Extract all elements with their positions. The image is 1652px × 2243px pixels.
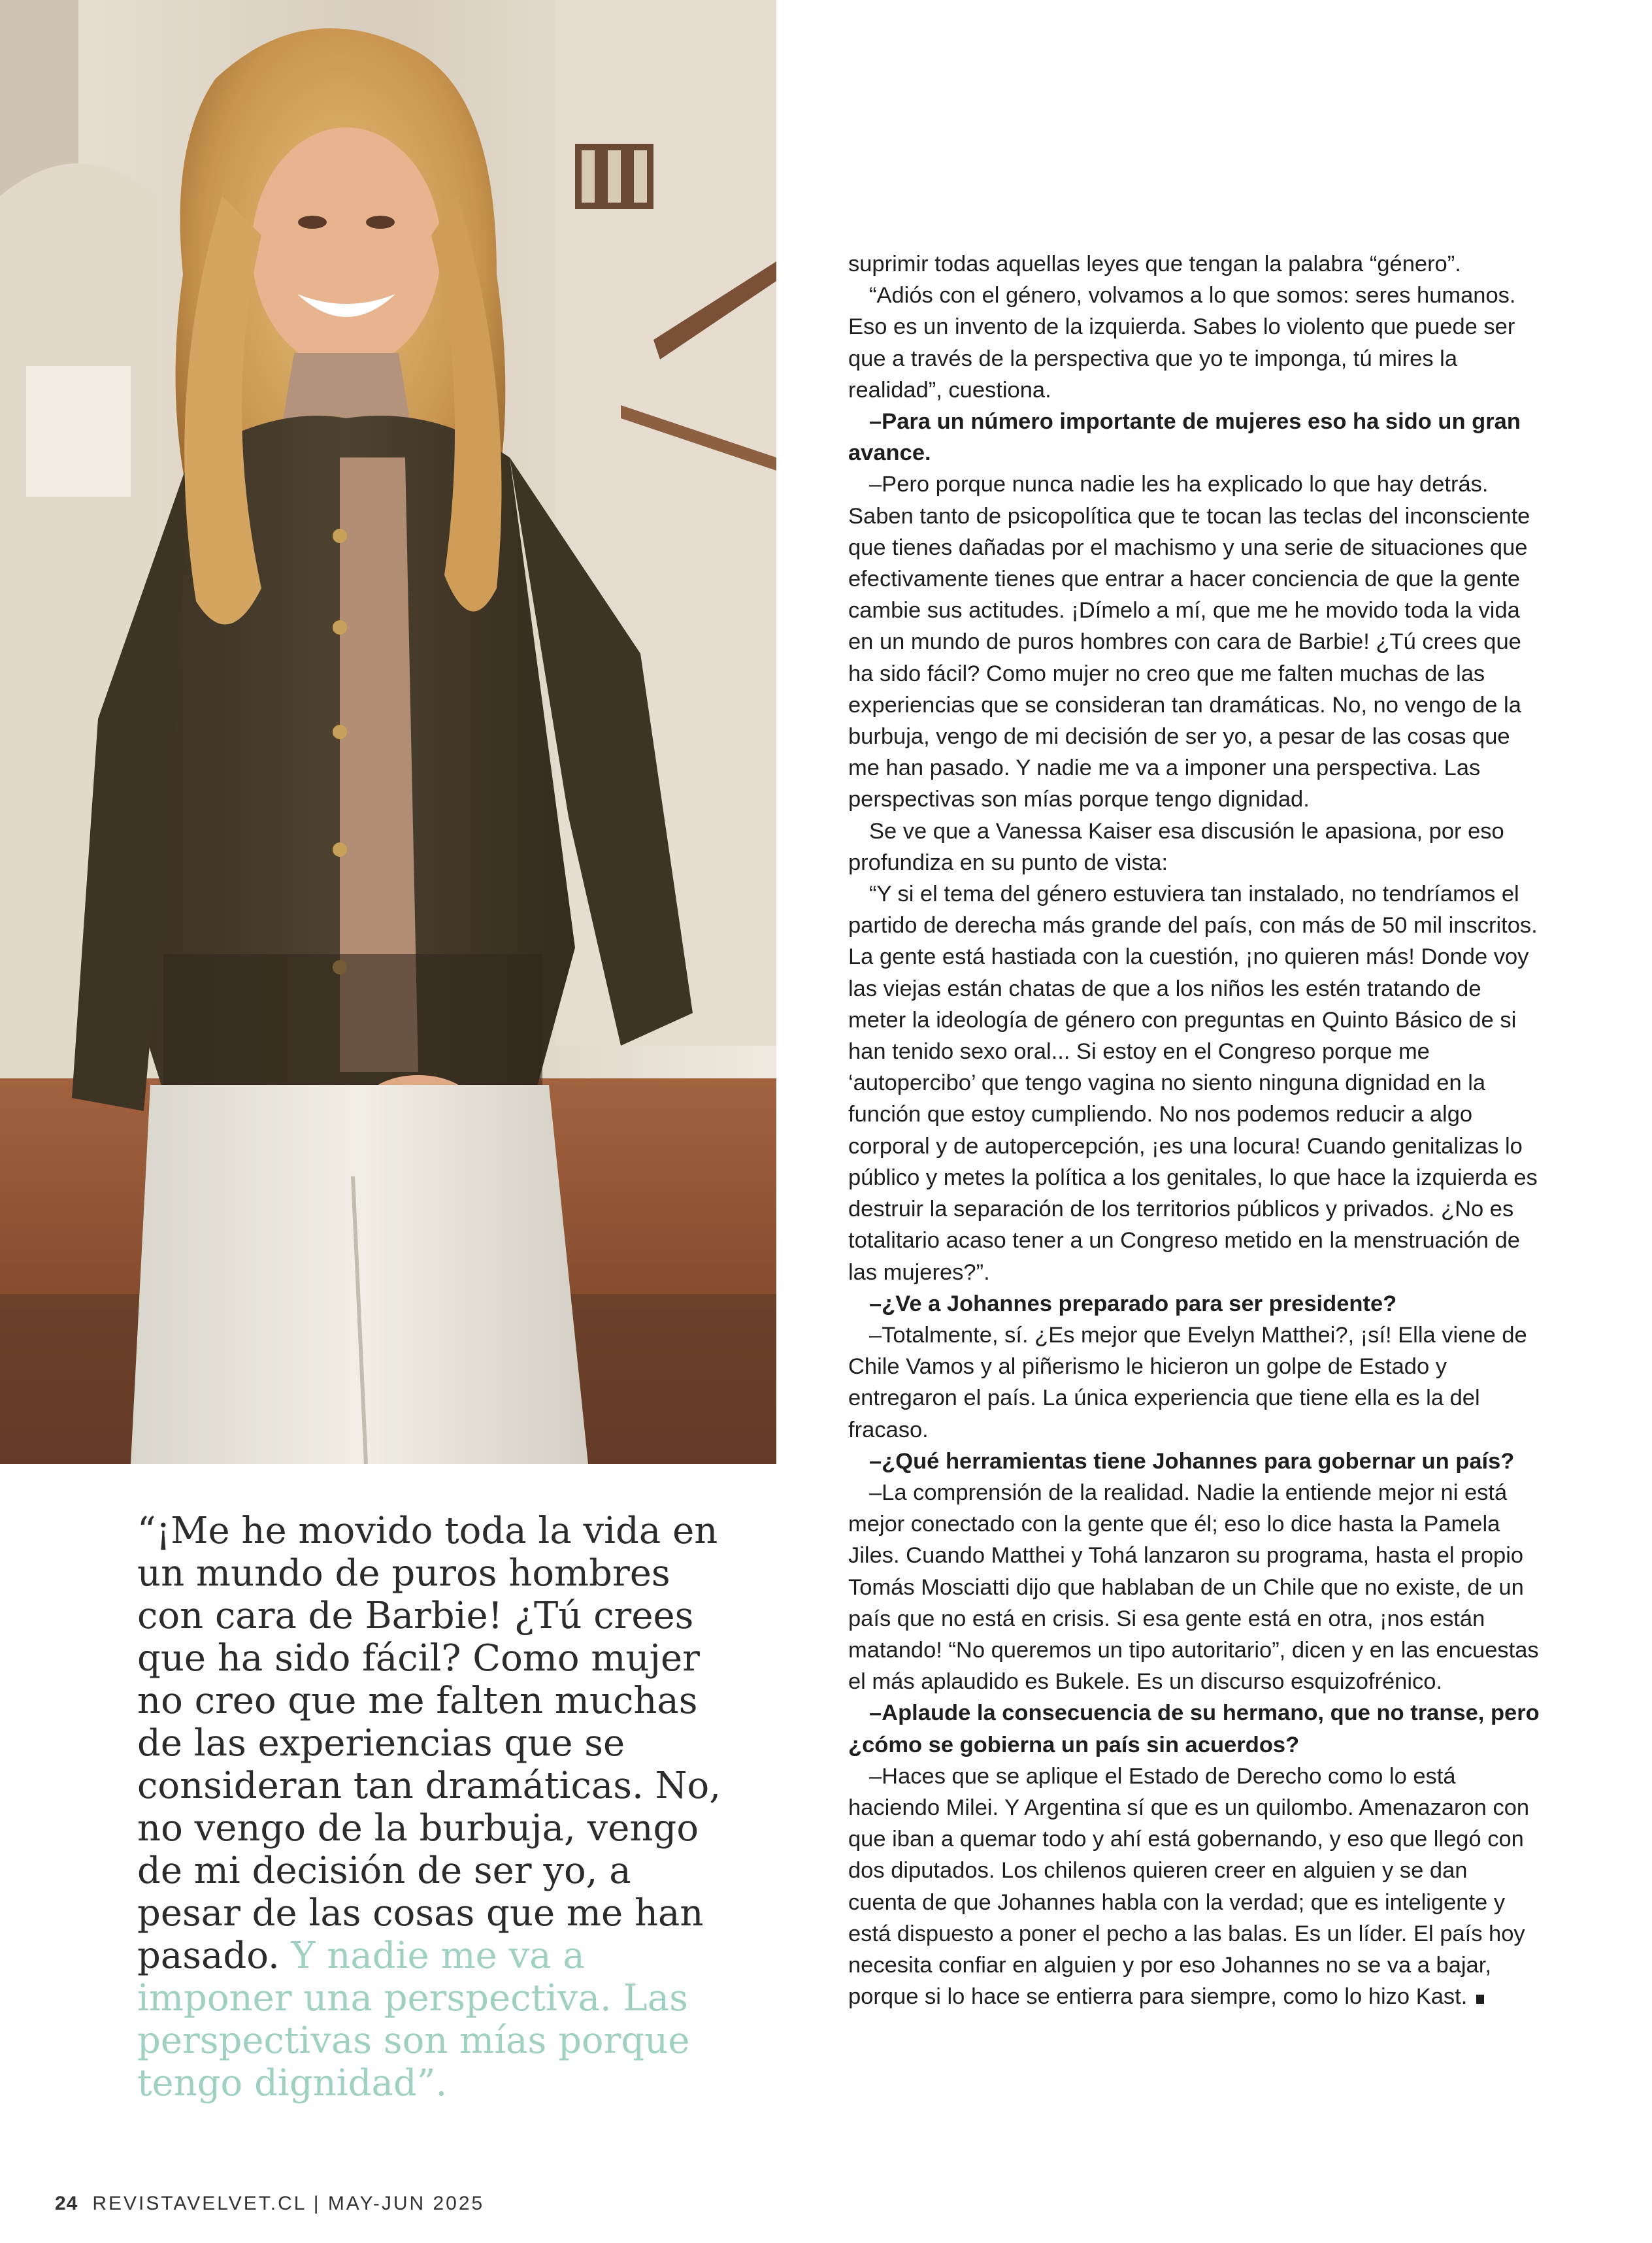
- article-paragraph: –Pero porque nunca nadie les ha explicado lo que hay detrás. Saben tanto de psicopolítica que te tocan las teclas del inconsciente que tienes dañadas por el machismo y una serie de situaciones que efectivamente tienes que entrar a hacer conciencia de que la gente cambie sus actitudes. ¡Dímelo a mí, que me he movido toda la vida en un mundo de puros hombres con cara de Barbie! ¿Tú crees que ha sido fácil? Como mujer no creo que me falten muchas de las experiencias que se consideran tan dramáticas. No, no vengo de la burbuja, vengo de mi decisión de ser yo, a pesar de las cosas que me han pasado. Y nadie me va a imponer una perspectiva. Las perspectivas son mías porque tengo dignidad.: [848, 472, 1530, 812]
- article-paragraph: “Adiós con el género, volvamos a lo que somos: seres humanos. Eso es un invento de la izquierda. Sabes lo violento que puede ser que a través de la perspectiva que yo te imponga, tú mires la realidad”, cuestiona.: [848, 283, 1516, 403]
- interview-question: –¿Ve a Johannes preparado para ser presidente?: [869, 1291, 1397, 1316]
- interview-question: –Aplaude la consecuencia de su hermano, que no transe, pero ¿cómo se gobierna un país sin acuerdos?: [848, 1701, 1540, 1757]
- page-number: 24: [55, 2193, 78, 2214]
- end-mark-icon: [1476, 1995, 1484, 2004]
- portrait-photo: [0, 0, 776, 1464]
- article-body: [848, 248, 1541, 2012]
- article-paragraph: –La comprensión de la realidad. Nadie la entiende mejor ni está mejor conectado con la gente que él; eso lo dice hasta la Pamela Jiles. Cuando Matthei y Tohá lanzaron su programa, hasta el propio Tomás Mosciatti dijo que hablaban de un Chile que no existe, de un país que no está en crisis. Si esa gente está en otra, ¡nos están matando! “No queremos un tipo autoritario”, dicen y en las encuestas el más aplaudido es Bukele. Es un discurso esquizofrénico.: [848, 1480, 1539, 1695]
- pull-quote-highlight: Y nadie me va a imponer una perspectiva. Las perspectivas son mías porque tengo dignidad”.: [137, 1935, 690, 2104]
- publication-info: REVISTAVELVET.CL | MAY-JUN 2025: [92, 2193, 485, 2214]
- article-paragraph: –Totalmente, sí. ¿Es mejor que Evelyn Matthei?, ¡sí! Ella viene de Chile Vamos y al piñerismo le hicieron un golpe de Estado y entregaron el país. La única experiencia que tiene ella es la del fracaso.: [848, 1322, 1527, 1442]
- article-paragraph: Se ve que a Vanessa Kaiser esa discusión le apasiona, por eso profundiza en su punto de vista:: [848, 818, 1504, 875]
- interview-question: –Para un número importante de mujeres eso ha sido un gran avance.: [848, 409, 1521, 466]
- pull-quote-main: “¡Me he movido toda la vida en un mundo de puros hombres con cara de Barbie! ¿Tú crees que ha sido fácil? Como mujer no creo que me falten muchas de las experiencias que se consideran tan dramáticas. No, no vengo de la burbuja, vengo de mi decisión de ser yo, a pesar de las cosas que me han pasado.: [137, 1510, 721, 1977]
- interview-question: –¿Qué herramientas tiene Johannes para gobernar un país?: [869, 1448, 1515, 1474]
- portrait-photo-icon: [0, 0, 776, 1464]
- page-footer: [55, 2192, 484, 2216]
- pull-quote: [137, 1510, 745, 2104]
- article-paragraph: –Haces que se aplique el Estado de Derecho como lo está haciendo Milei. Y Argentina sí que es un quilombo. Amenazaron con que iban a quemar todo y ahí está gobernando, y eso que llegó con dos diputados. Los chilenos quieren creer en alguien y se dan cuenta de que Johannes habla con la verdad; que es inteligente y está dispuesto a poner el pecho a las balas. Es un líder. El país hoy necesita confiar en alguien y por eso Johannes no se va a bajar, porque si lo hace se entierra para siempre, como lo hizo Kast.: [848, 1763, 1530, 2010]
- article-paragraph: suprimir todas aquellas leyes que tengan la palabra “género”.: [848, 252, 1461, 276]
- article-paragraph: “Y si el tema del género estuviera tan instalado, no tendríamos el partido de derecha más grande del país, con más de 50 mil inscritos. La gente está hastiada con la cuestión, ¡no quieren más! Donde voy las viejas están chatas de que a los niños les estén tratando de meter la ideología de género con preguntas en Quinto Básico de si han tenido sexo oral... Si estoy en el Congreso porque me ‘autopercibo’ que tengo vagina no siento ninguna dignidad en la función que estoy cumpliendo. No nos podemos reducir a algo corporal y de autopercepción, ¡es una locura! Cuando genitalizas lo público y metes la política a los genitales, lo que hace la izquierda es destruir la separación de los territorios públicos y privados. ¿No es totalitario acaso tener a un Congreso metido en la menstruación de las mujeres?”.: [848, 882, 1538, 1285]
